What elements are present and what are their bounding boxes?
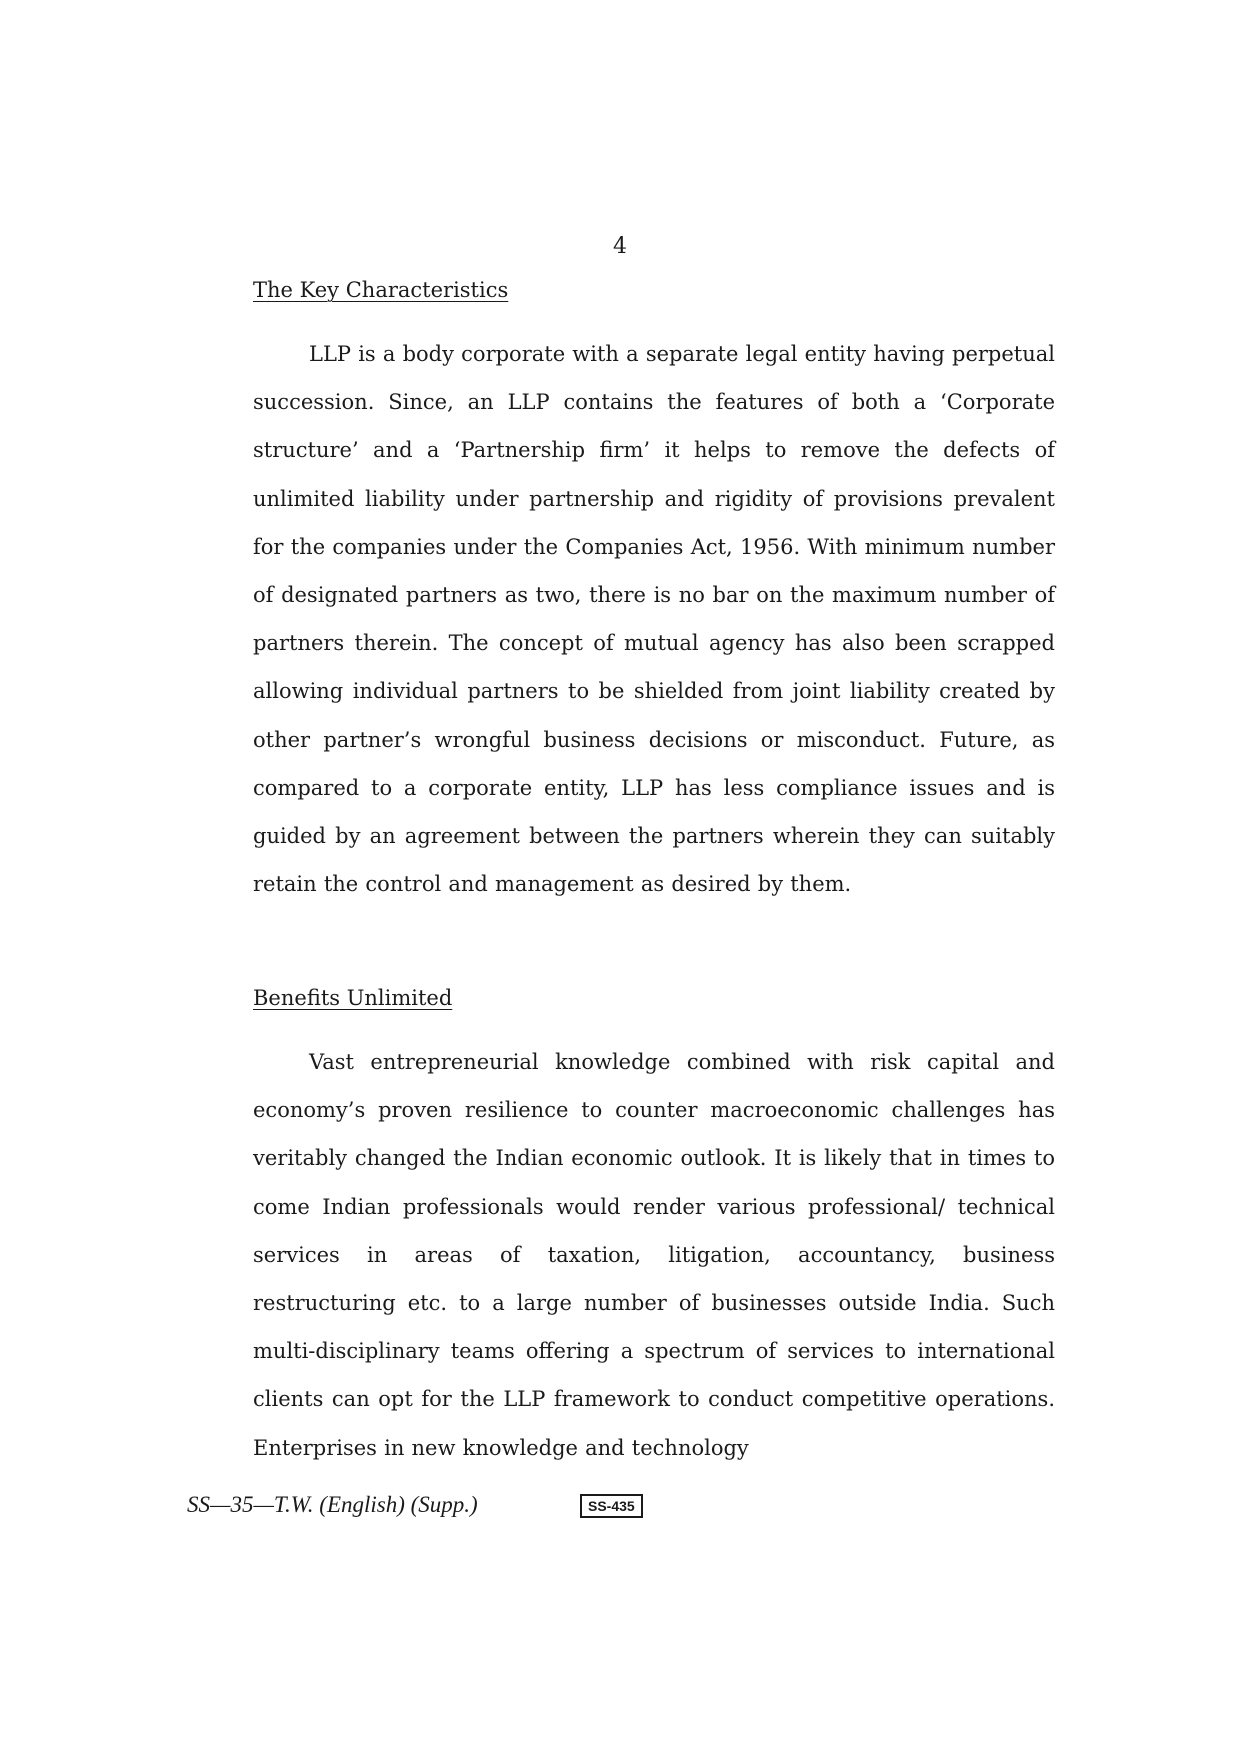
footer-badge: SS-435 xyxy=(580,1494,643,1518)
paragraph-benefits-unlimited: Vast entrepreneurial knowledge combined with risk capital and economy’s proven resilience to counter macroeconomic challenges has veritably changed the Indian economic outlook. It is likely that in times to come Indian professionals would render various professional/ technical services in areas of taxation, litigation, accountancy, business restructuring etc. to a large number of businesses outside India. Such multi-disciplinary teams offering a spectrum of services to international clients can opt for the LLP framework to conduct competitive operations. Enterprises in new knowledge and technology xyxy=(253,1050,1055,1460)
section-heading-benefits-unlimited: Benefits Unlimited xyxy=(253,986,453,1010)
paragraph-key-characteristics: LLP is a body corporate with a separate legal entity having perpetual succession. Since, an LLP contains the features of both a ‘Corporate structure’ and a ‘Partnership firm’ it helps to remove the defects of unlimited liability under partnership and rigidity of provisions prevalent for the companies under the Companies Act, 1956. With minimum number of designated partners as two, there is no bar on the maximum number of partners therein. The concept of mutual agency has also been scrapped allowing individual partners to be shielded from joint liability created by other partner’s wrongful business decisions or misconduct. Future, as compared to a corporate entity, LLP has less compliance issues and is guided by an agreement between the partners wherein they can suitably retain the control and management as desired by them. xyxy=(253,342,1055,897)
section-heading-key-characteristics: The Key Characteristics xyxy=(253,278,509,302)
footer-document-code: SS—35—T.W. (English) (Supp.) xyxy=(187,1492,478,1517)
page-number: 4 xyxy=(613,234,627,259)
